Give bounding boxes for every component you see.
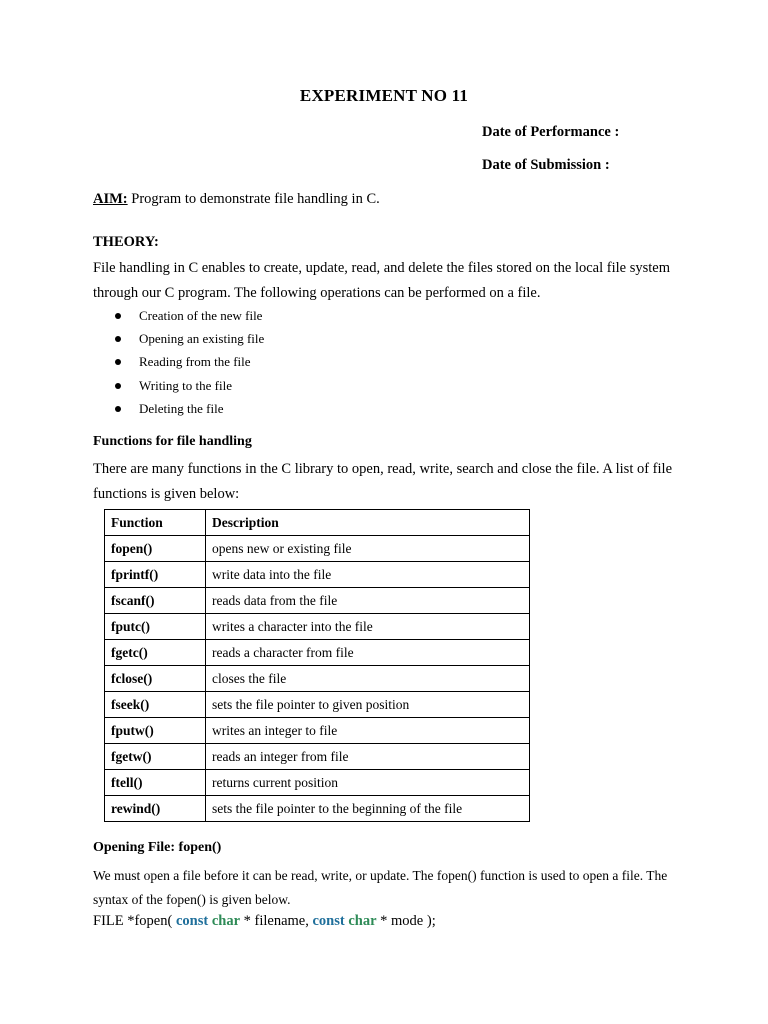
function-cell: fopen() [105, 536, 206, 562]
description-cell: reads an integer from file [206, 744, 530, 770]
table-row [105, 770, 530, 796]
aim-text: Program to demonstrate file handling in C. [127, 191, 380, 207]
keyword-char: char [344, 913, 377, 929]
fopen-syntax [93, 913, 436, 930]
function-cell: fgetw() [105, 744, 206, 770]
function-cell: rewind() [105, 796, 206, 822]
date-of-performance-label: Date of Performance : [482, 124, 620, 140]
theory-heading: THEORY: [93, 234, 159, 250]
function-cell: fclose() [105, 666, 206, 692]
table-header-row [105, 510, 530, 536]
function-cell: fgetc() [105, 640, 206, 666]
page-title: EXPERIMENT NO 11 [299, 86, 469, 105]
aim-label: AIM: [93, 191, 128, 207]
description-cell: reads a character from file [206, 640, 530, 666]
description-cell: opens new or existing file [206, 536, 530, 562]
description-cell: returns current position [206, 770, 530, 796]
keyword-const: const [175, 913, 209, 929]
description-cell: sets the file pointer to the beginning of the file [206, 796, 530, 822]
table-row [105, 796, 530, 822]
description-cell: sets the file pointer to given position [206, 692, 530, 718]
date-of-submission-label: Date of Submission : [482, 157, 610, 173]
keyword-const: const [312, 913, 345, 929]
table-row [105, 562, 530, 588]
opening-file-heading: Opening File: fopen() [93, 840, 222, 855]
opening-file-paragraph: We must open a file before it can be read, write, or update. The fopen() function is used to open a file. The syntax of the fopen() is given below. [93, 868, 668, 907]
function-cell: fseek() [105, 692, 206, 718]
function-cell: fscanf() [105, 588, 206, 614]
function-cell: fprintf() [105, 562, 206, 588]
theory-paragraph: File handling in C enables to create, update, read, and delete the files stored on the local file system through our C program. The following operations can be performed on a file. [93, 260, 670, 301]
table-row [105, 640, 530, 666]
table-row [105, 718, 530, 744]
functions-heading: Functions for file handling [93, 434, 252, 449]
syntax-text: FILE *fopen( [93, 913, 176, 929]
function-cell: fputw() [105, 718, 206, 744]
list-item: Deleting the file [113, 399, 264, 422]
file-operations-list [113, 306, 264, 422]
table-row [105, 744, 530, 770]
list-item: Opening an existing file [113, 329, 264, 352]
description-cell: reads data from the file [206, 588, 530, 614]
functions-paragraph: There are many functions in the C library to open, read, write, search and close the file. A list of file functions is given below: [93, 461, 673, 502]
header-function: Function [105, 510, 206, 536]
syntax-text: * mode ); [376, 913, 436, 929]
description-cell: writes a character into the file [206, 614, 530, 640]
list-item: Writing to the file [113, 376, 264, 399]
description-cell: write data into the file [206, 562, 530, 588]
table-row [105, 614, 530, 640]
table-row [105, 666, 530, 692]
function-cell: ftell() [105, 770, 206, 796]
header-description: Description [206, 510, 530, 536]
syntax-text: * filename, [240, 913, 313, 929]
function-cell: fputc() [105, 614, 206, 640]
table-row [105, 536, 530, 562]
table-row [105, 692, 530, 718]
list-item: Creation of the new file [113, 306, 264, 329]
keyword-char: char [208, 913, 240, 929]
description-cell: closes the file [206, 666, 530, 692]
file-functions-table [104, 509, 530, 822]
description-cell: writes an integer to file [206, 718, 530, 744]
table-row [105, 588, 530, 614]
aim-line [93, 191, 380, 208]
list-item: Reading from the file [113, 352, 264, 375]
